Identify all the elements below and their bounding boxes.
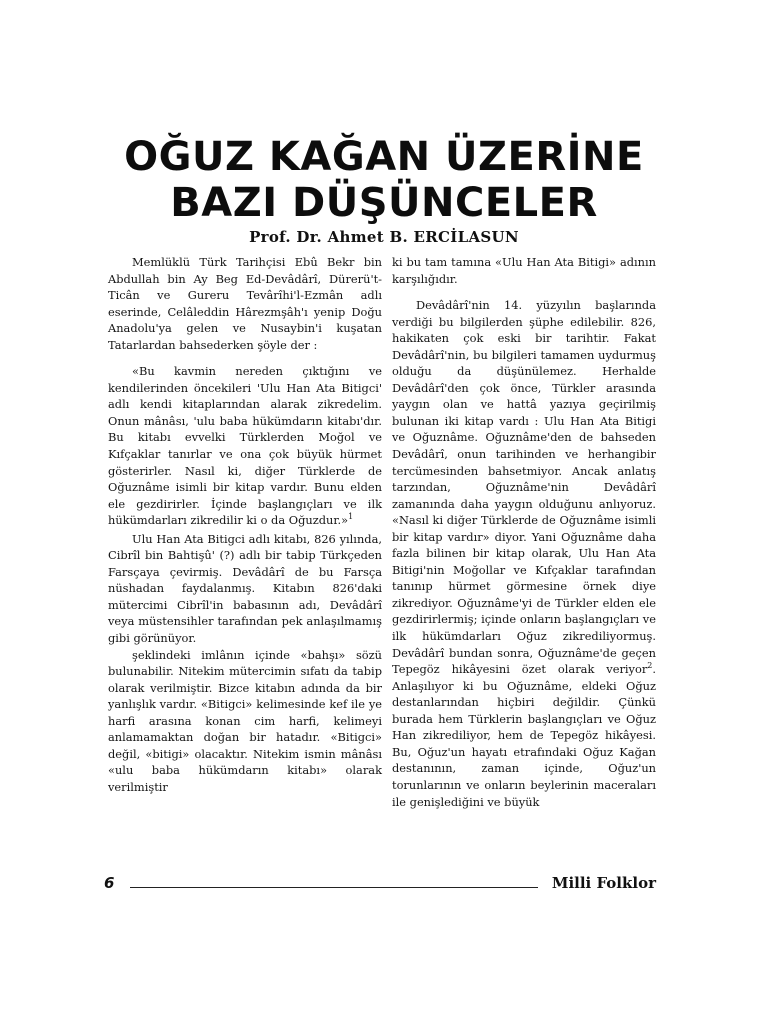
quote-paragraph [108, 363, 382, 528]
footnote-marker: 1 [348, 512, 354, 522]
footer-rule [130, 887, 538, 888]
paragraph: Memlüklü Türk Tarihçisi Ebû Bekr bin Abdullah bin Ay Beg Ed-Devâdârî, Dürerü't-Ticân ve Gureru Tevârîhi'l-Ezmân adlı eserinde, Celâleddin Hârezmşâh'ı yenip Doğu Anadolu'ya gelen ve Nusaybin'i kuşatan Tatarlardan bahsederken şöyle der : [108, 255, 382, 352]
author-byline: Prof. Dr. Ahmet B. ERCİLASUN [249, 228, 519, 246]
paragraph-text: Devâdârî'nin 14. yüzyılın başlarında verdiği bu bilgilerden şüphe edilebilir. 826, hakikaten çok eski bir tarihtir. Fakat Devâdârî'nin, bu bilgileri tamamen uydurmuş olduğu da düşünülemez. Herhalde Devâdârî'den çok önce, Türkler arasında yaygın olan ve hattâ yazıya geçirilmiş bulunan iki kitap vardı : Ulu Han Ata Bitigi ve Oğuznâme. Oğuznâme'den de bahseden Devâdârî, onun tarihinden ve herhangibir tercümesinden bahsetmiyor. Ancak anlatış tarzından, Oğuznâme'nin Devâdârî zamanında daha yaygın olduğunu anlıyoruz. «Nasıl ki diğer Türklerde de Oğuznâme isimli bir kitap vardır» diyor. Yani Oğuznâme daha fazla bilinen bir kitap olarak, Ulu Han Ata Bitigi'nin Moğollar ve Kıfçaklar tarafından tanınıp hürmet görmesine örnek diye zikrediyor. Oğuznâme'yi de Türkler elden ele gezdirirlermiş; içinde onların başlangıçları ve ilk hükümdarları Oğuz zikrediliyormuş. Devâdârî bundan sonra, Oğuznâme'de geçen Tepegöz hikâyesini özet olarak veriyor [392, 298, 656, 677]
paragraph [392, 297, 656, 810]
footnote-marker: 2 [647, 661, 653, 671]
left-column [108, 254, 382, 796]
paragraph: ki bu tam tamına «Ulu Han Ata Bitigi» adının karşılığıdır. [392, 255, 656, 286]
page-footer [104, 874, 656, 898]
article-title-line-2: BAZI DÜŞÜNCELER [170, 180, 598, 226]
paragraph: şeklindeki imlânın içinde «bahşı» sözü bulunabilir. Nitekim mütercimin sıfatı da tabip olarak verilmiştir. Bizce kitabın adında da bir yanlışlık vardır. «Bitigci» kelimesinde kef ile ye harfi arasına konan cim harfi, kelimeyi anlamamaktan doğan bir hatadır. «Bitigci» değil, «bitigi» olacaktır. Nitekim ismin mânâsı «ulu baba hükümdarın kitabı» olarak verilmiştir [108, 647, 382, 794]
quote-text: «Bu kavmin nereden çıktığını ve kendilerinden öncekileri 'Ulu Han Ata Bitigci' adlı kendi kitaplarından alarak zikredelim. Onun mânâsı, 'ulu baba hükümdarın kitabı'dır. Bu kitabı evvelki Türklerden Moğol ve Kıfçaklar tanırlar ve ona çok büyük hürmet gösterirler. Nasıl ki, diğer Türklerde de Oğuznâme isimli bir kitap vardır. Bunu elden ele gezdirirler. İçinde başlangıçları ve ilk hükümdarları zikredilir ki o da Oğuzdur.» [108, 364, 382, 528]
journal-name: Milli Folklor [551, 874, 656, 892]
right-column [392, 254, 656, 810]
paragraph-text-continued: . Anlaşılıyor ki bu Oğuznâme, eldeki Oğuz destanlarından hiçbiri değildir. Çünkü burada hem Türklerin başlangıçları ve Oğuz Han zikrediliyor, hem de Tepegöz hikâyesi. Bu, Oğuz'un hayatı etrafındaki Oğuz Kağan destanının, zaman içinde, Oğuz'un torunlarının ve onların beylerinin maceraları ile genişlediğini ve büyük [392, 662, 656, 809]
article-title-line-1: OĞUZ KAĞAN ÜZERİNE [124, 134, 644, 180]
paragraph: Ulu Han Ata Bitigci adlı kitabı, 826 yılında, Cibrîl bin Bahtişû' (?) adlı bir tabip Türkçeden Farsçaya çevirmiş. Devâdârî de bu Farsça nüshadan faydalanmış. Kitabın 826'daki mütercimi Cibrîl'in babasının adı, Devâdârî veya müstensihler tarafından pek anlaşılmamış gibi görünüyor. [108, 531, 382, 646]
page-number: 6 [104, 874, 115, 892]
